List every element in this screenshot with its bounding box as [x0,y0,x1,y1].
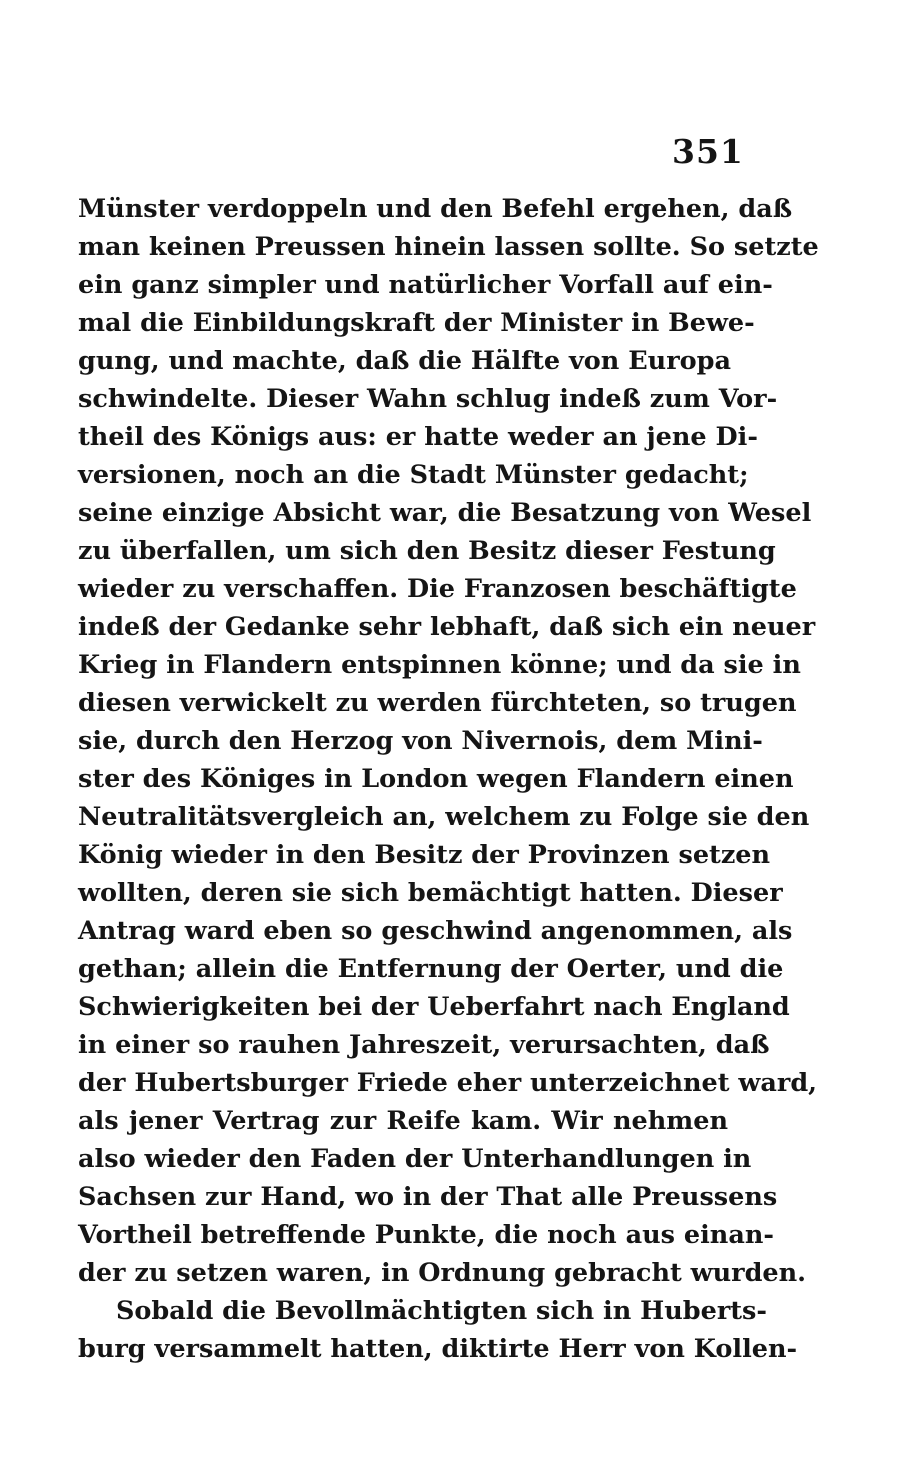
text-line: schwindelte. Dieser Wahn schlug indeß zum Vor- [78,384,778,414]
text-line: in einer so rauhen Jahreszeit, verursachten, daß [78,1030,770,1060]
text-line: Sachsen zur Hand, wo in der That alle Preussens [78,1182,778,1212]
text-line: wieder zu verschaffen. Die Franzosen beschäftigte [78,574,797,604]
text-line: sie, durch den Herzog von Nivernois, dem Mini- [78,726,763,756]
text-line: versionen, noch an die Stadt Münster gedacht; [78,460,749,490]
paragraph-end-line: der zu setzen waren, in Ordnung gebracht wurden. [78,1258,807,1288]
body-text [78,190,819,1368]
text-line: zu überfallen, um sich den Besitz dieser Festung [78,536,776,566]
paragraph-start-line: Sobald die Bevollmächtigten sich in Huberts- [116,1296,767,1326]
text-line: ein ganz simpler und natürlicher Vorfall auf ein- [78,270,773,300]
text-line: gethan; allein die Entfernung der Oerter, und die [78,954,784,984]
text-line: als jener Vertrag zur Reife kam. Wir nehmen [78,1106,728,1136]
text-line: also wieder den Faden der Unterhandlungen in [78,1144,752,1174]
text-line: wollten, deren sie sich bemächtigt hatten. Dieser [78,878,783,908]
page-number: 351 [672,132,744,171]
text-line: Antrag ward eben so geschwind angenommen, als [78,916,793,946]
text-line: burg versammelt hatten, diktirte Herr von Kollen- [78,1334,798,1364]
text-line: indeß der Gedanke sehr lebhaft, daß sich ein neuer [78,612,816,642]
text-line: ster des Königes in London wegen Flandern einen [78,764,794,794]
text-line: Vortheil betreffende Punkte, die noch aus einan- [78,1220,774,1250]
text-line: diesen verwickelt zu werden fürchteten, so trugen [78,688,797,718]
text-line: Schwierigkeiten bei der Ueberfahrt nach England [78,992,790,1022]
text-line: seine einzige Absicht war, die Besatzung von Wesel [78,498,812,528]
text-line: man keinen Preussen hinein lassen sollte. So setzte [78,232,819,262]
text-line: gung, und machte, daß die Hälfte von Europa [78,346,732,376]
text-line: theil des Königs aus: er hatte weder an jene Di- [78,422,758,452]
text-line: der Hubertsburger Friede eher unterzeichnet ward, [78,1068,818,1098]
text-line: mal die Einbildungskraft der Minister in Bewe- [78,308,755,338]
text-line: König wieder in den Besitz der Provinzen setzen [78,840,771,870]
text-line: Münster verdoppeln und den Befehl ergehen, daß [78,194,793,224]
text-line: Krieg in Flandern entspinnen könne; und da sie in [78,650,801,680]
text-line: Neutralitätsvergleich an, welchem zu Folge sie den [78,802,810,832]
